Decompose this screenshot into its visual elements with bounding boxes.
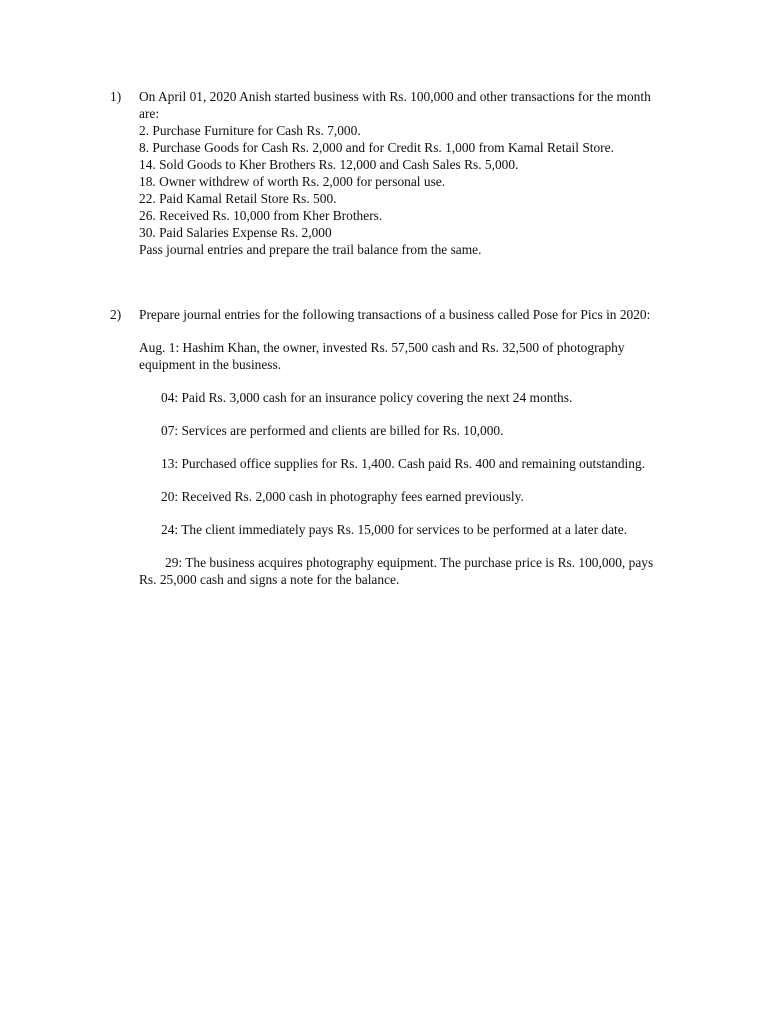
transaction-entry: 13: Purchased office supplies for Rs. 1,400. Cash paid Rs. 400 and remaining outstanding. (161, 456, 645, 471)
transaction-item: 30. Paid Salaries Expense Rs. 2,000 (139, 225, 332, 240)
question-body (139, 306, 670, 588)
transaction-item: 18. Owner withdrew of worth Rs. 2,000 for personal use. (139, 174, 446, 189)
question-body (139, 88, 670, 258)
question-instruction: Pass journal entries and prepare the trail balance from the same. (139, 242, 482, 257)
transaction-item: 26. Received Rs. 10,000 from Kher Brothers. (139, 208, 383, 223)
transaction-item: 8. Purchase Goods for Cash Rs. 2,000 and for Credit Rs. 1,000 from Kamal Retail Store. (139, 140, 614, 155)
transaction-entry: 24: The client immediately pays Rs. 15,000 for services to be performed at a later date. (161, 522, 628, 537)
transaction-entry: 04: Paid Rs. 3,000 cash for an insurance policy covering the next 24 months. (161, 390, 573, 405)
transaction-item: 2. Purchase Furniture for Cash Rs. 7,000. (139, 123, 361, 138)
transaction-item: 14. Sold Goods to Kher Brothers Rs. 12,000 and Cash Sales Rs. 5,000. (139, 157, 519, 172)
question-intro: Prepare journal entries for the following transactions of a business called Pose for Pics in 2020: (139, 307, 651, 322)
transaction-entry: 07: Services are performed and clients are billed for Rs. 10,000. (161, 423, 504, 438)
transaction-item: 22. Paid Kamal Retail Store Rs. 500. (139, 191, 337, 206)
transaction-entry: Aug. 1: Hashim Khan, the owner, invested Rs. 57,500 cash and Rs. 32,500 of photography equipment in the business. (139, 340, 625, 372)
question-number: 1) (110, 89, 122, 104)
question-intro: On April 01, 2020 Anish started business with Rs. 100,000 and other transactions for the month are: (139, 89, 651, 121)
question-number: 2) (110, 307, 122, 322)
transaction-entry: 29: The business acquires photography equipment. The purchase price is Rs. 100,000, pays Rs. 25,000 cash and signs a note for the balance. (139, 555, 654, 587)
question-2 (110, 306, 670, 604)
question-1 (110, 88, 670, 258)
transaction-entry: 20: Received Rs. 2,000 cash in photography fees earned previously. (161, 489, 524, 504)
